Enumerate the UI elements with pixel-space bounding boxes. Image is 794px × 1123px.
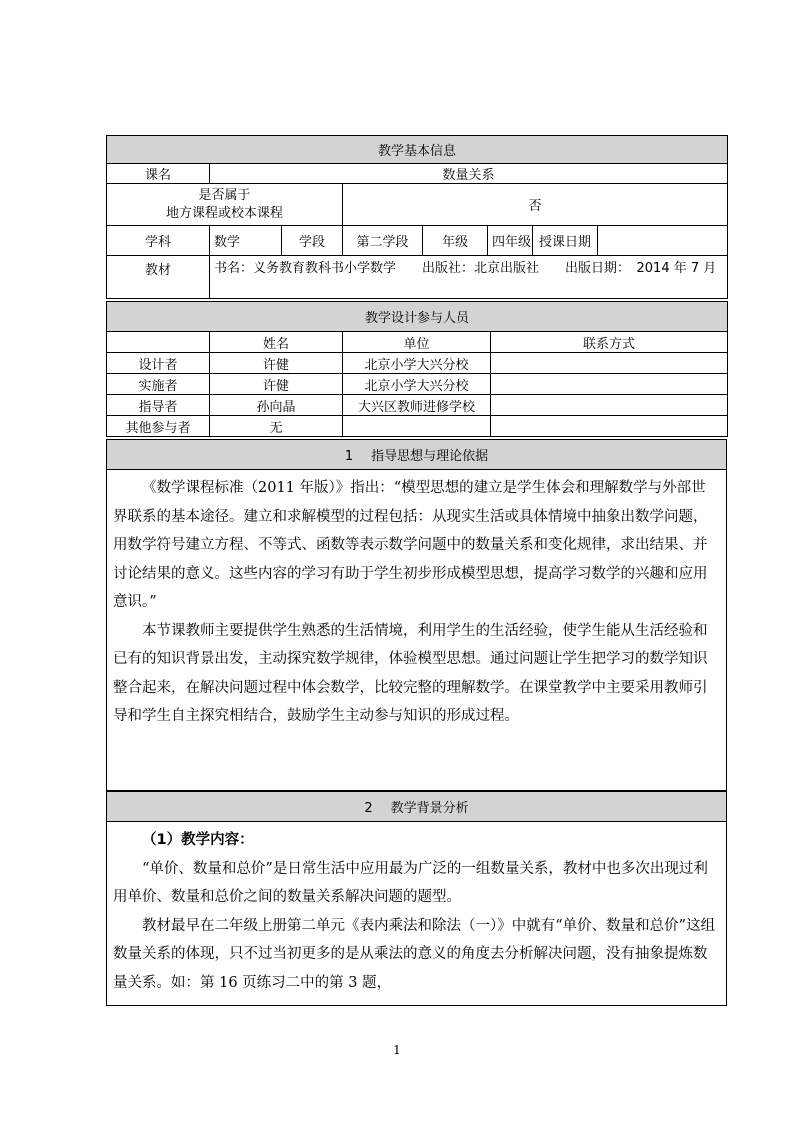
participants-header: 教学设计参与人员 (107, 302, 728, 332)
local-course-value: 否 (343, 184, 728, 226)
section-1-table (106, 439, 727, 791)
section-2-paragraph: “单价、数量和总价”是日常生活中应用最为广泛的一组数量关系，教材中也多次出现过利用单价、数量和总价之间的数量关系解决问题的题型。 (113, 860, 708, 905)
participants-col-role (107, 332, 210, 353)
local-course-label (107, 184, 343, 226)
participant-role: 指导者 (107, 395, 210, 416)
subject-value: 数学 (210, 226, 282, 256)
table-row (107, 395, 728, 416)
participants-col-name: 姓名 (210, 332, 343, 353)
participant-role: 实施者 (107, 374, 210, 395)
participants-col-unit: 单位 (343, 332, 491, 353)
participant-name: 许健 (210, 353, 343, 374)
section-2-title: 教学背景分析 (390, 801, 469, 816)
participant-name: 无 (210, 416, 343, 437)
section-1-header (107, 440, 727, 470)
table-row (107, 416, 728, 437)
local-course-label-line1: 是否属于 (198, 187, 251, 203)
stage-label: 学段 (282, 226, 343, 256)
subject-label: 学科 (107, 226, 210, 256)
section-2-table (106, 791, 727, 1006)
date-label: 授课日期 (533, 226, 598, 256)
participant-name: 孙向晶 (210, 395, 343, 416)
basic-info-header: 教学基本信息 (107, 136, 728, 164)
section-1-body (107, 470, 727, 791)
textbook-value: 书名：义务教育教科书小学数学 出版社：北京出版社 出版日期： 2014 年 7 月 (210, 256, 728, 299)
section-2-paragraph: 教材最早在二年级上册第二单元《表内乘法和除法（一）》中就有“单价、数量和总价”这组数量关系的体现，只不过当初更多的是从乘法的意义的角度去分析解决问题，没有抽象提炼数量关系。如：第 16 页练习二中的第 3 题， (113, 917, 716, 991)
participant-contact (491, 395, 728, 416)
participant-contact (491, 416, 728, 437)
participant-unit (343, 416, 491, 437)
lesson-plan-document (106, 135, 727, 1006)
textbook-label: 教材 (107, 256, 210, 299)
course-name-value: 数量关系 (210, 164, 728, 184)
participants-table (106, 301, 728, 437)
page-number: 1 (393, 1043, 401, 1057)
participant-unit: 北京小学大兴分校 (343, 374, 491, 395)
date-value (598, 226, 728, 256)
section-2-number: 2 (364, 801, 373, 816)
participant-name: 许健 (210, 374, 343, 395)
basic-info-table (106, 135, 728, 299)
participant-role: 设计者 (107, 353, 210, 374)
grade-value: 四年级 (488, 226, 533, 256)
section-1-number: 1 (344, 449, 354, 464)
section-2-subheading: （1）教学内容： (142, 832, 254, 848)
table-row (107, 353, 728, 374)
participant-unit: 大兴区教师进修学校 (343, 395, 491, 416)
grade-label: 年级 (423, 226, 488, 256)
local-course-label-line2: 地方课程或校本课程 (165, 205, 283, 221)
participant-contact (491, 353, 728, 374)
section-2-header (107, 792, 727, 822)
table-row (107, 374, 728, 395)
section-1-title: 指导思想与理论依据 (371, 449, 489, 464)
participant-unit: 北京小学大兴分校 (343, 353, 491, 374)
participant-role: 其他参与者 (107, 416, 210, 437)
section-1-paragraph: 《数学课程标准（2011 年版）》指出：“模型思想的建立是学生体会和理解数学与外部世界联系的基本途径。建立和求解模型的过程包括：从现实生活或具体情境中抽象出数学问题，用数学符号建立方程、不等式、函数等表示数学问题中的数量关系和变化规律，求出结果、并讨论结果的意义。这些内容的学习有助于学生初步形成模型思想，提高学习数学的兴趣和应用意识。” (113, 480, 708, 610)
section-1-paragraph: 本节课教师主要提供学生熟悉的生活情境，利用学生的生活经验，使学生能从生活经验和已有的知识背景出发，主动探究数学规律，体验模型思想。通过问题让学生把学习的数学知识整合起来，在解决问题过程中体会数学，比较完整的理解数学。在课堂教学中主要采用教师引导和学生自主探究相结合，鼓励学生主动参与知识的形成过程。 (113, 622, 708, 724)
stage-value: 第二学段 (343, 226, 423, 256)
course-name-label: 课名 (107, 164, 210, 184)
section-2-body (107, 822, 727, 1006)
participants-col-contact: 联系方式 (491, 332, 728, 353)
participant-contact (491, 374, 728, 395)
